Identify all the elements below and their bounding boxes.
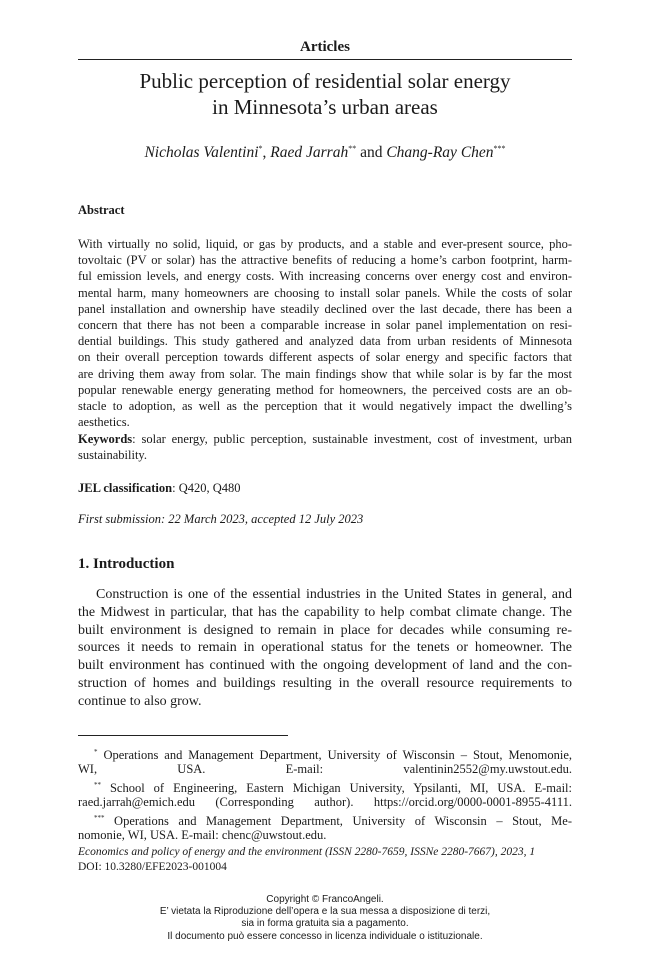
footnote-mark: * xyxy=(94,748,98,756)
footnote-text: Operations and Management Department, University of Wisconsin – Stout, Menomonie, xyxy=(97,748,572,762)
article-title xyxy=(60,68,590,120)
keywords-line xyxy=(78,431,572,447)
author-name: Raed Jarrah xyxy=(270,144,349,161)
footnote-mark[interactable]: * xyxy=(258,144,263,153)
jel-label: JEL classification xyxy=(78,481,173,495)
abstract-line: panel installation and ownership have steadily declined over the last decade, there has been a xyxy=(78,301,572,316)
footnote-mark: *** xyxy=(94,814,105,823)
footnote-mark[interactable]: ** xyxy=(348,144,357,153)
title-line: in Minnesota’s urban areas xyxy=(212,95,438,119)
body-line: continue to also grow. xyxy=(78,693,202,709)
abstract-line: on their overall perception towards different aspects of solar energy and specific factors that xyxy=(78,350,572,365)
title-line: Public perception of residential solar energy xyxy=(139,69,511,93)
author-list xyxy=(60,144,590,162)
abstract-line: aesthetics. xyxy=(78,415,130,430)
journal-citation: Economics and policy of energy and the environment (ISSN 2280-7659, ISSNe 2280-7667), 2023, 1 xyxy=(78,846,536,858)
footnote-mark: ** xyxy=(94,781,101,790)
footnote-line xyxy=(78,810,572,827)
footnote-line: WI, USA. E-mail: valentinin2552@my.uwstout.edu. xyxy=(78,761,572,776)
abstract-line: mental harm, many homeowners are choosing to install solar panels. While the costs of solar xyxy=(78,285,572,300)
body-line: built environment has continued with the ongoing development of land and the con- xyxy=(78,658,572,674)
abstract-line: are driving them away from solar. The main findings show that while solar is by far the most xyxy=(78,366,572,381)
body-line: Construction is one of the essential industries in the United States in general, and xyxy=(96,587,572,602)
introduction-body xyxy=(78,586,572,711)
copyright-line: sia in forma gratuita sia a pagamento. xyxy=(241,918,409,930)
footnote-line xyxy=(78,777,572,794)
footnote-line[interactable]: raed.jarrah@emich.edu (Corresponding author). https://orcid.org/0000-0001-8955-4111. xyxy=(78,794,572,809)
footnote-text: School of Engineering, Eastern Michigan University, Ypsilanti, MI, USA. E-mail: xyxy=(101,781,572,796)
abstract-line: tovoltaic (PV or solar) has the attractive benefits of reducing a home’s carbon footprint, harm- xyxy=(78,253,572,268)
keywords xyxy=(78,431,572,463)
section-heading-introduction: 1. Introduction xyxy=(78,556,175,572)
footnote-divider xyxy=(78,735,288,736)
keywords-list: : solar energy, public perception, sustainable investment, cost of investment, urban xyxy=(132,432,572,446)
doi[interactable]: DOI: 10.3280/EFE2023-001004 xyxy=(78,861,227,873)
abstract-line: With virtually no solid, liquid, or gas by products, and a stable and ever-present source, pho- xyxy=(78,237,572,251)
abstract-line: popular renewable energy generating method for homeowners, the perceived costs are an ob- xyxy=(78,382,572,397)
section-label: Articles xyxy=(300,39,350,55)
author-name: Nicholas Valentini xyxy=(144,144,259,161)
abstract-heading: Abstract xyxy=(78,203,125,217)
body-line: sources it needs to remain in operational status for the tenets or homeowner. The xyxy=(78,640,572,656)
submission-dates: First submission: 22 March 2023, accepted 12 July 2023 xyxy=(78,512,364,526)
copyright-line: Copyright © FrancoAngeli. xyxy=(266,894,384,905)
keywords-label: Keywords xyxy=(78,432,133,446)
header-divider xyxy=(78,59,572,60)
footnote-text: Operations and Management Department, University of Wisconsin – Stout, Me- xyxy=(104,814,572,829)
jel-codes: : Q420, Q480 xyxy=(172,481,241,495)
body-line: the Midwest in particular, that has the capability to help combat climate change. The xyxy=(78,604,572,620)
keywords-line: sustainability. xyxy=(78,448,147,463)
copyright-notice xyxy=(0,894,650,943)
body-line: built environment is designed to remain in place for decades while consuming re- xyxy=(78,622,572,638)
author-separator: , xyxy=(262,144,271,161)
copyright-line: E’ vietata la Riproduzione dell’opera e la sua messa a disposizione di terzi, xyxy=(159,906,491,918)
author-name: Chang-Ray Chen xyxy=(386,144,494,161)
copyright-line: Il documento può essere concesso in licenza individuale o istituzionale. xyxy=(167,930,483,942)
abstract-line: ful emission levels, and energy costs. With increasing concerns over energy cost and environ- xyxy=(78,269,572,284)
abstract-line: stacle to adoption, as well as the perception that it would negatively impact the dwelling’s xyxy=(78,398,572,413)
body-line: struction of homes and buildings resulting in the overall resource requirements to xyxy=(78,675,572,691)
abstract-line: concern that there has not been a comparable increase in solar panel implementation on resi- xyxy=(78,317,572,332)
footnote-line xyxy=(78,744,572,761)
footnotes xyxy=(78,744,572,844)
footnote-mark[interactable]: *** xyxy=(493,144,506,153)
abstract-line: dential buildings. This study gathered and analyzed data from urban residents of Minnesota xyxy=(78,334,572,349)
abstract-body xyxy=(78,236,572,430)
author-separator: and xyxy=(356,144,387,161)
jel-classification xyxy=(78,481,241,496)
footnote-line: nomonie, WI, USA. E-mail: chenc@uwstout.edu. xyxy=(78,827,327,842)
